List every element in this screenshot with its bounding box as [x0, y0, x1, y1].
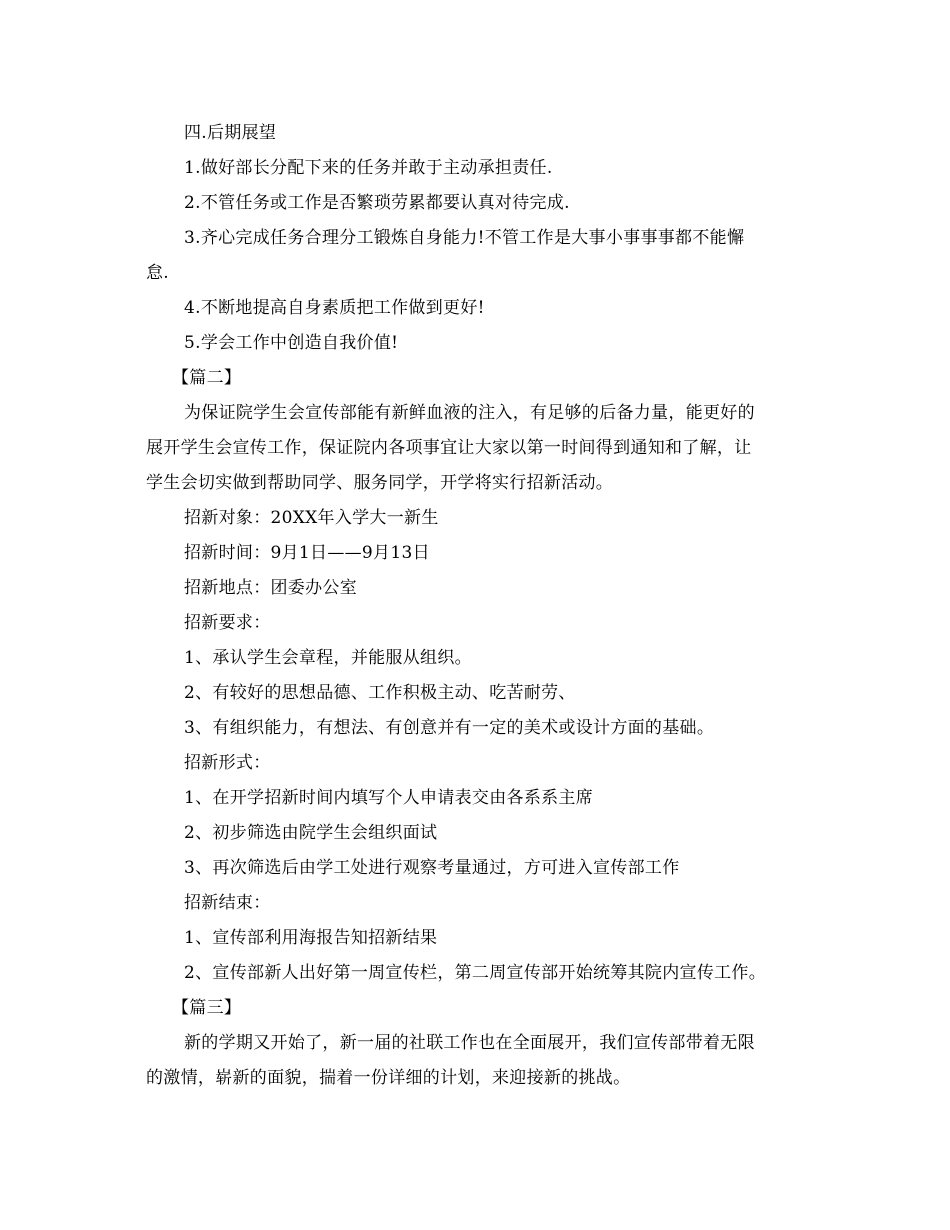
list-item: 1.做好部长分配下来的任务并敢于主动承担责任. [184, 158, 553, 178]
end-label: 招新结束： [184, 893, 271, 913]
part-heading: 【篇二】 [172, 368, 242, 388]
end-item: 1、宣传部利用海报告知招新结果 [184, 928, 438, 948]
form-item: 3、再次筛选后由学工处进行观察考量通过，方可进入宣传部工作 [184, 858, 680, 878]
paragraph-line: 为保证院学生会宣传部能有新鲜血液的注入，有足够的后备力量，能更好的 [184, 403, 755, 423]
requirement-item: 2、有较好的思想品德、工作积极主动、吃苦耐劳、 [184, 683, 576, 703]
form-item: 1、在开学招新时间内填写个人申请表交由各系系主席 [184, 788, 594, 808]
paragraph-line: 的激情，崭新的面貌，揣着一份详细的计划，来迎接新的挑战。 [146, 1068, 631, 1088]
paragraph-line: 学生会切实做到帮助同学、服务同学，开学将实行招新活动。 [146, 473, 614, 493]
requirements-label: 招新要求： [184, 613, 271, 633]
recruit-place: 招新地点：团委办公室 [184, 578, 357, 598]
paragraph-line: 展开学生会宣传工作，保证院内各项事宜让大家以第一时间得到通知和了解，让 [146, 438, 752, 458]
form-label: 招新形式： [184, 753, 271, 773]
list-item: 2.不管任务或工作是否繁琐劳累都要认真对待完成. [184, 193, 570, 213]
list-item: 4.不断地提高自身素质把工作做到更好! [184, 298, 485, 318]
list-item: 5.学会工作中创造自我价值! [184, 333, 399, 353]
requirement-item: 3、有组织能力，有想法、有创意并有一定的美术或设计方面的基础。 [184, 718, 715, 738]
paragraph-line: 新的学期又开始了，新一届的社联工作也在全面展开，我们宣传部带着无限 [184, 1033, 755, 1053]
recruit-target: 招新对象：20XX年入学大一新生 [184, 508, 439, 528]
recruit-time: 招新时间：9月1日——9月13日 [184, 543, 430, 563]
form-item: 2、初步筛选由院学生会组织面试 [184, 823, 438, 843]
requirement-item: 1、承认学生会章程，并能服从组织。 [184, 648, 472, 668]
part-heading: 【篇三】 [172, 998, 242, 1018]
list-item-continuation: 怠. [146, 263, 170, 283]
section-heading: 四.后期展望 [184, 123, 277, 143]
list-item: 3.齐心完成任务合理分工锻炼自身能力!不管工作是大事小事事事都不能懈 [184, 228, 745, 248]
end-item: 2、宣传部新人出好第一周宣传栏，第二周宣传部开始统筹其院内宣传工作。 [184, 963, 767, 983]
